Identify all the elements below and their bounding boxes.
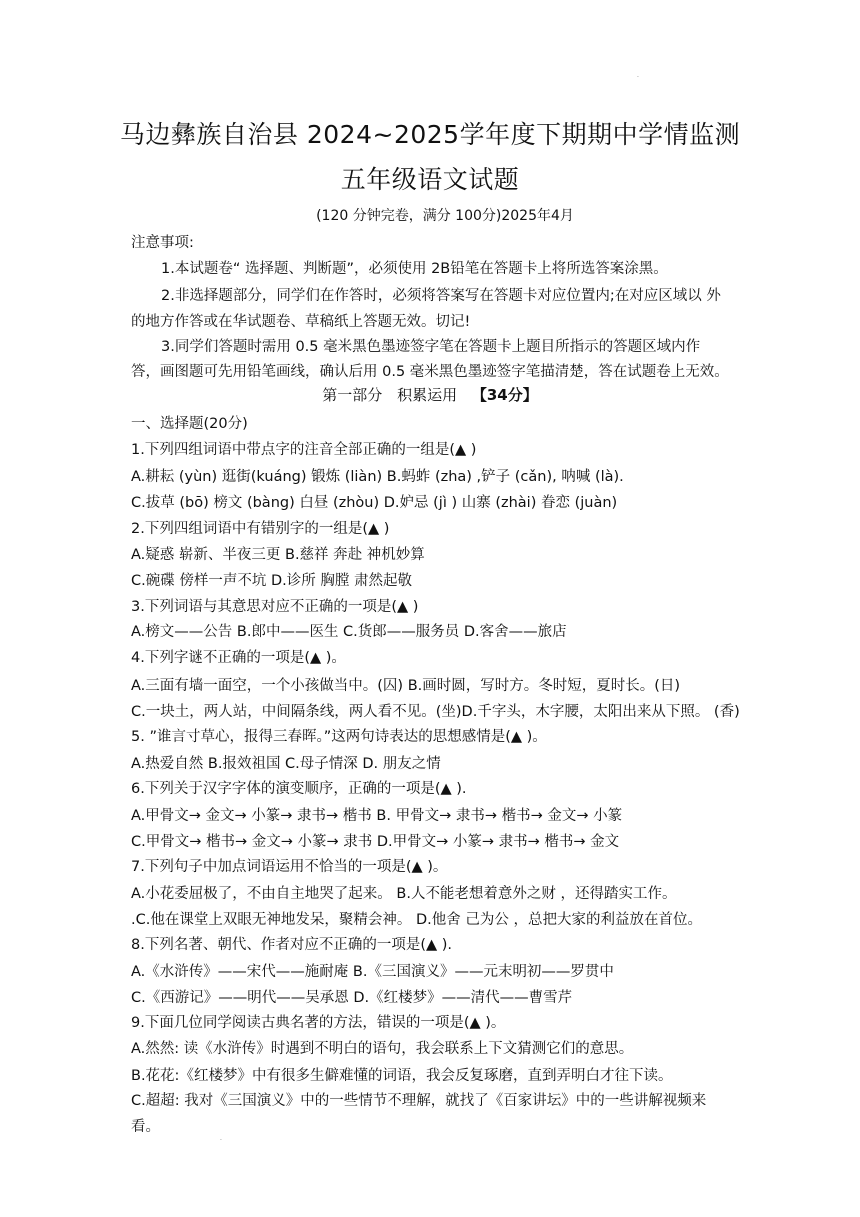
question-line: A.甲骨文→ 金文→ 小篆→ 隶书→ 楷书 B. 甲骨文→ 隶书→ 楷书→ 金文→ 小篆 xyxy=(131,808,623,824)
question-line: .C.他在课堂上双眼无神地发呆，聚精会神。 D.他舍 己为公 ，总把大家的利益放在首位。 xyxy=(131,912,702,928)
section-part: 第一部分 xyxy=(322,386,383,404)
question-line: 3.下列词语与其意思对应不正确的一项是(▲ ) xyxy=(131,599,419,615)
question-line: A.耕耘 (yùn) 逛街(kuáng) 锻炼 (liàn) B.蚂蚱 (zha) ,铲子 (cǎn), 呐喊 (là). xyxy=(131,469,624,485)
question-line: 4.下列字谜不正确的一项是(▲ )。 xyxy=(131,650,346,666)
section-header xyxy=(0,384,860,405)
note-1: 1.本试题卷“ 选择题、判断题”，必须使用 2B铅笔在答题卡上将所选答案涂黑。 xyxy=(161,261,668,277)
question-line: C.甲骨文→ 楷书→ 金文→ 小篆→ 隶书 D.甲骨文→ 小篆→ 隶书→ 楷书→ 金文 xyxy=(131,834,620,850)
exam-subject-title: 五年级语文试题 xyxy=(340,165,520,194)
question-line: 5. ”谁言寸草心，报得三春晖。”这两句诗表达的思想感情是(▲ )。 xyxy=(131,729,547,745)
question-line: A.疑惑 崭新、半夜三更 B.慈祥 奔赴 神机妙算 xyxy=(131,547,425,563)
question-line: A.三面有墙一面空，一个小孩做当中。(囚) B.画时圆，写时方。冬时短，夏时长。(日) xyxy=(131,678,681,694)
question-line: 8.下列名著、朝代、作者对应不正确的一项是(▲ ). xyxy=(131,937,453,953)
note-2-cont: 的地方作答或在华试题卷、草稿纸上答题无效。切记! xyxy=(131,314,471,330)
question-line: A.然然: 读《水浒传》时遇到不明白的语句，我会联系上下文猜测它们的意思。 xyxy=(131,1041,634,1057)
question-line: 9.下面几位同学阅读古典名著的方法，错误的一项是(▲ )。 xyxy=(131,1015,506,1031)
scan-dot: · xyxy=(637,74,639,81)
question-line: A.《水浒传》——宋代——施耐庵 B.《三国演义》——元末明初——罗贯中 xyxy=(131,964,614,980)
question-line: 6.下列关于汉字字体的演变顺序，正确的一项是(▲ ). xyxy=(131,781,467,797)
question-line: 2.下列四组词语中有错别字的一组是(▲ ) xyxy=(131,521,390,537)
question-line: C.碗碟 傍样一声不坑 D.诊所 胸膛 肃然起敬 xyxy=(131,573,412,589)
question-line: C.超超: 我对《三国演义》中的一些情节不理解，就找了《百家讲坛》中的一些讲解视频来 xyxy=(131,1093,707,1109)
question-line: C.一块土，两人站，中间隔条线，两人看不见。(坐)D.千字头，木字腰，太阳出来从下照。 (香) xyxy=(131,704,740,720)
question-line: 1.下列四组词语中带点字的注音全部正确的一组是(▲ ) xyxy=(131,442,477,458)
question-line: 看。 xyxy=(131,1119,160,1135)
question-line: A.热爱自然 B.报效祖国 C.母子情深 D. 朋友之情 xyxy=(131,756,441,772)
question-heading: 一、选择题(20分) xyxy=(131,416,248,432)
notes-heading: 注意事项: xyxy=(131,235,194,251)
scan-dot: · xyxy=(220,1137,222,1144)
section-name: 积累运用 xyxy=(397,386,458,404)
exam-title: 马边彝族自治县 2024~2025学年度下期期中学情监测 xyxy=(119,120,741,149)
exam-time-info: (120 分钟完卷，满分 100分)2025年4月 xyxy=(316,208,574,224)
question-line: A.小花委屈极了，不由自主地哭了起来。 B.人不能老想着意外之财 ，还得踏实工作。 xyxy=(131,886,677,902)
question-line: 7.下列句子中加点词语运用不恰当的一项是(▲ )。 xyxy=(131,859,448,875)
note-3-cont: 答，画图题可先用铅笔画线，确认后用 0.5 毫米黑色墨迹签字笔描清楚，答在试题卷上无效。 xyxy=(131,364,729,380)
question-line: B.花花:《红楼梦》中有很多生僻难懂的词语，我会反复琢磨，直到弄明白才往下读。 xyxy=(131,1068,673,1084)
note-3: 3.同学们答题时需用 0.5 毫米黑色墨迹签字笔在答题卡上题目所指示的答题区域内作 xyxy=(161,339,701,355)
question-line: C.拔草 (bō) 榜文 (bàng) 白昼 (zhòu) D.妒忌 (jì ) 山寨 (zhài) 眷恋 (juàn) xyxy=(131,495,618,511)
section-score: 【34分】 xyxy=(471,386,538,404)
question-line: C.《西游记》——明代——吴承恩 D.《红楼梦》——清代——曹雪芹 xyxy=(131,990,573,1006)
question-line: A.榜文——公告 B.郎中——医生 C.货郎——服务员 D.客舍——旅店 xyxy=(131,624,567,640)
note-2: 2.非选择题部分，同学们在作答时，必须将答案写在答题卡对应位置内;在对应区域以 外 xyxy=(161,288,721,304)
